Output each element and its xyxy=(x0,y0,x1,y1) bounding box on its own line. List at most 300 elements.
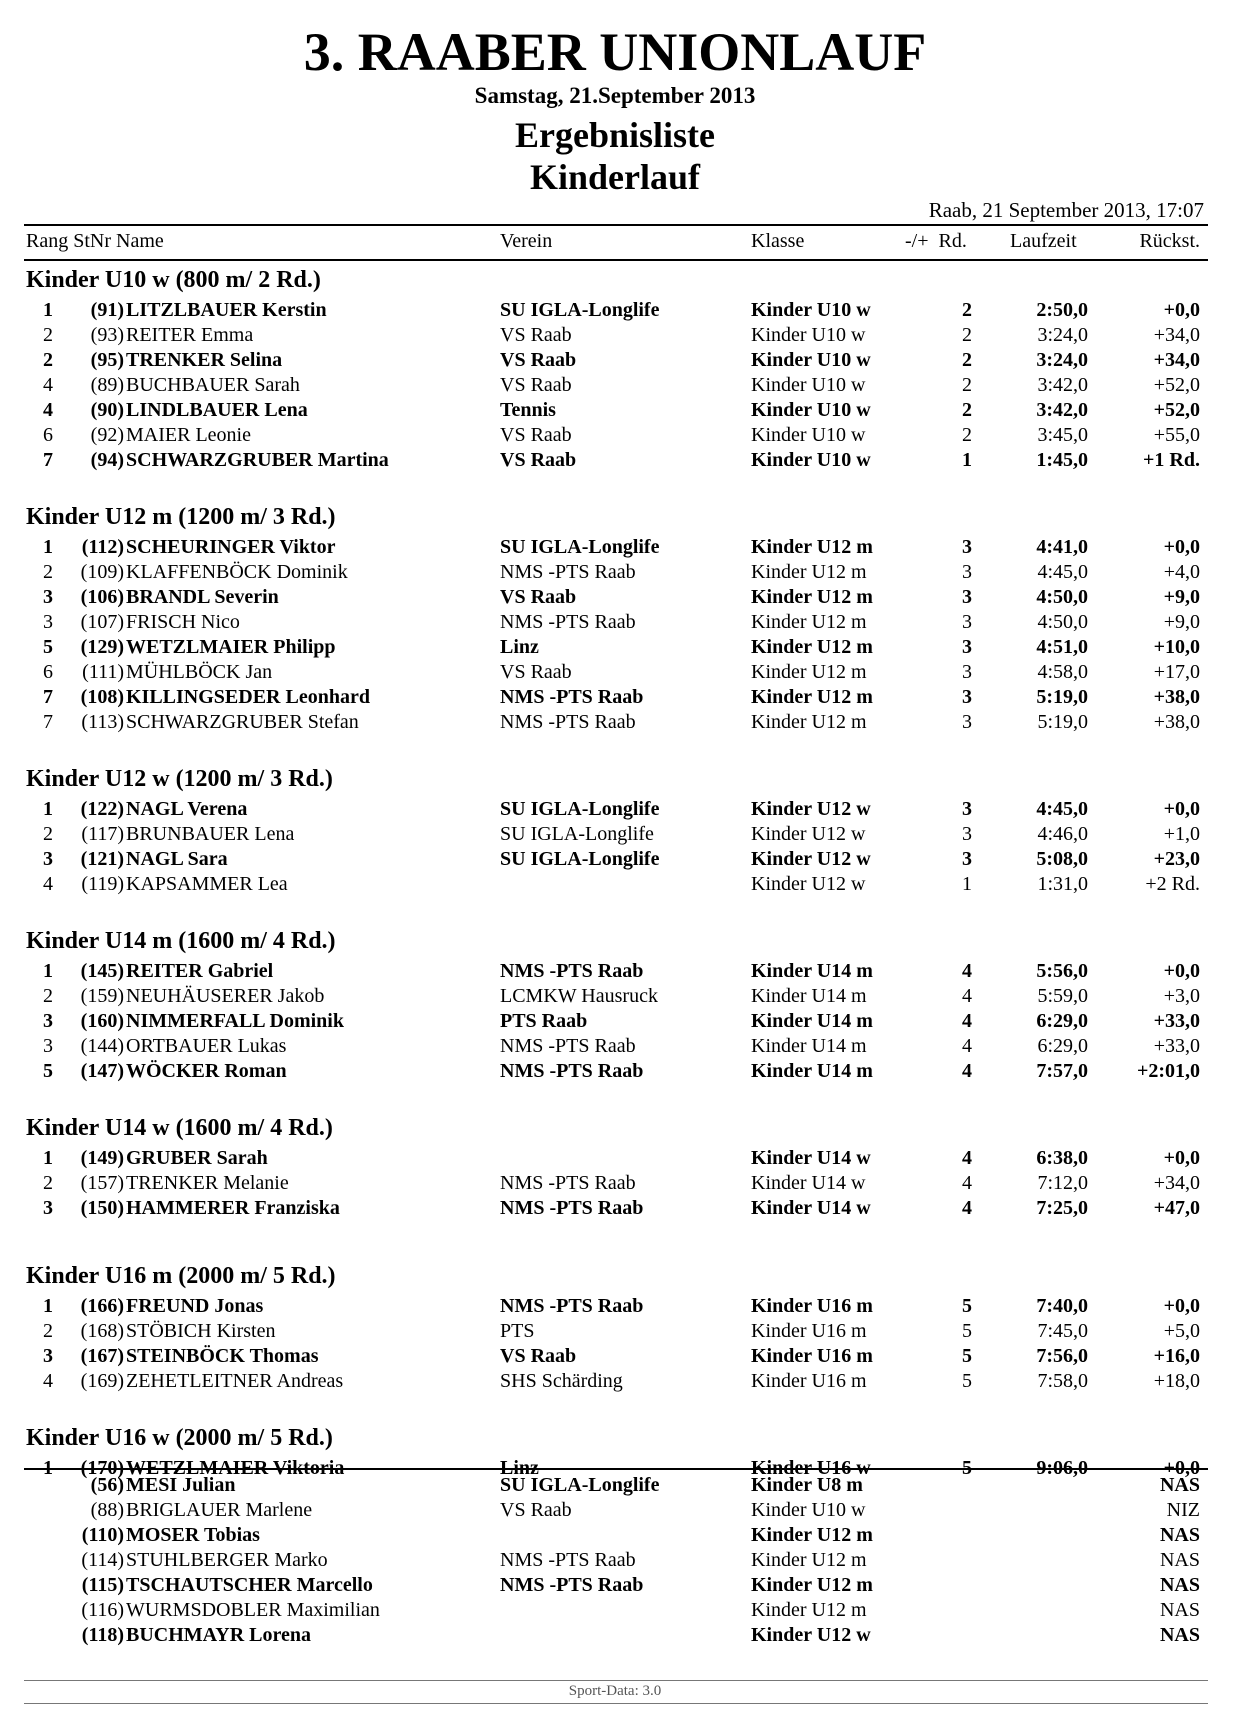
section-title: Kinder U12 m (1200 m/ 3 Rd.) xyxy=(26,504,336,530)
laps: 3 xyxy=(962,561,972,583)
gap: +38,0 xyxy=(1153,711,1200,733)
start-number: (111) xyxy=(82,661,124,683)
event-date: Samstag, 21.September 2013 xyxy=(474,83,756,108)
gap: +0,0 xyxy=(1163,798,1200,820)
gap: +4,0 xyxy=(1163,561,1200,583)
rank: 2 xyxy=(43,324,53,346)
rank: 3 xyxy=(43,1035,53,1057)
runner-name: SCHWARZGRUBER Martina xyxy=(126,449,389,471)
run-time: 4:50,0 xyxy=(1036,586,1088,608)
gap: +34,0 xyxy=(1153,349,1200,371)
result-row xyxy=(0,423,1240,448)
club: NMS -PTS Raab xyxy=(500,1295,644,1317)
rank: 7 xyxy=(43,711,53,733)
result-row xyxy=(0,448,1240,473)
run-time: 3:42,0 xyxy=(1037,374,1088,396)
club: SU IGLA-Longlife xyxy=(500,299,660,321)
laps: 4 xyxy=(962,985,972,1007)
club: NMS -PTS Raab xyxy=(500,1574,644,1596)
col-rang-stnr-name: Rang StNr Name xyxy=(26,230,164,252)
start-number: (56) xyxy=(90,1474,124,1496)
start-number: (149) xyxy=(80,1147,124,1169)
result-row xyxy=(0,535,1240,560)
result-row xyxy=(0,1319,1240,1344)
start-number: (157) xyxy=(80,1172,124,1194)
run-time: 7:40,0 xyxy=(1036,1295,1088,1317)
class: Kinder U14 m xyxy=(751,1010,873,1032)
rank: 2 xyxy=(43,1320,53,1342)
laps: 5 xyxy=(962,1345,972,1367)
start-number: (170) xyxy=(80,1457,124,1479)
laps: 3 xyxy=(962,686,972,708)
run-time: 1:31,0 xyxy=(1037,873,1088,895)
laps: 4 xyxy=(962,1060,972,1082)
result-row xyxy=(0,1623,1240,1648)
start-number: (160) xyxy=(80,1010,124,1032)
runner-name: STUHLBERGER Marko xyxy=(126,1549,328,1571)
run-time: 4:41,0 xyxy=(1036,536,1088,558)
laps: 3 xyxy=(962,848,972,870)
section-title: Kinder U10 w (800 m/ 2 Rd.) xyxy=(26,267,321,293)
run-time: 4:45,0 xyxy=(1037,561,1088,583)
class: Kinder U16 m xyxy=(751,1295,873,1317)
rank: 4 xyxy=(43,399,53,421)
class: Kinder U12 w xyxy=(751,798,871,820)
runner-name: ORTBAUER Lukas xyxy=(126,1035,287,1057)
runner-name: KAPSAMMER Lea xyxy=(126,873,288,895)
class: Kinder U14 w xyxy=(751,1197,871,1219)
result-row xyxy=(0,1344,1240,1369)
start-number: (106) xyxy=(80,586,124,608)
gap: NAS xyxy=(1159,1524,1200,1546)
runner-name: ZEHETLEITNER Andreas xyxy=(126,1370,344,1392)
runner-name: HAMMERER Franziska xyxy=(126,1197,340,1219)
runner-name: KILLINGSEDER Leonhard xyxy=(126,686,370,708)
gap: +3,0 xyxy=(1163,985,1200,1007)
run-time: 7:25,0 xyxy=(1036,1197,1088,1219)
class: Kinder U12 m xyxy=(751,561,867,583)
laps: 1 xyxy=(962,449,972,471)
rank: 6 xyxy=(43,424,53,446)
section-title: Kinder U12 w (1200 m/ 3 Rd.) xyxy=(26,766,333,792)
laps: 4 xyxy=(962,1197,972,1219)
rank: 4 xyxy=(43,873,53,895)
club: NMS -PTS Raab xyxy=(500,1035,636,1057)
club: SU IGLA-Longlife xyxy=(500,536,660,558)
start-number: (118) xyxy=(81,1624,124,1646)
result-row xyxy=(0,323,1240,348)
class: Kinder U12 m xyxy=(751,611,867,633)
run-time: 3:42,0 xyxy=(1036,399,1088,421)
col-laufzeit: Laufzeit xyxy=(1010,230,1077,252)
start-number: (114) xyxy=(81,1549,124,1571)
non-starters-rule xyxy=(24,1468,1208,1470)
class: Kinder U12 w xyxy=(751,823,866,845)
runner-name: LITZLBAUER Kerstin xyxy=(126,299,327,321)
start-number: (169) xyxy=(80,1370,124,1392)
run-time: 4:45,0 xyxy=(1036,798,1088,820)
run-time: 7:58,0 xyxy=(1037,1370,1088,1392)
class: Kinder U8 m xyxy=(751,1474,863,1496)
footer-text: Sport-Data: 3.0 xyxy=(568,1683,662,1699)
club: VS Raab xyxy=(500,1345,577,1367)
result-row xyxy=(0,1498,1240,1523)
gap: NAS xyxy=(1159,1549,1200,1571)
runner-name: MOSER Tobias xyxy=(126,1524,260,1546)
col-klasse: Klasse xyxy=(751,230,805,252)
class: Kinder U16 m xyxy=(751,1320,867,1342)
run-time: 7:57,0 xyxy=(1036,1060,1088,1082)
runner-name: BUCHBAUER Sarah xyxy=(126,374,300,396)
gap: +52,0 xyxy=(1153,399,1200,421)
club: VS Raab xyxy=(500,424,572,446)
laps: 5 xyxy=(962,1320,972,1342)
laps: 4 xyxy=(962,1147,972,1169)
run-time: 4:58,0 xyxy=(1037,661,1088,683)
print-timestamp: Raab, 21 September 2013, 17:07 xyxy=(928,198,1204,222)
start-number: (93) xyxy=(90,324,124,346)
gap: +33,0 xyxy=(1153,1035,1200,1057)
run-time: 5:19,0 xyxy=(1036,686,1088,708)
rank: 1 xyxy=(43,299,53,321)
laps: 3 xyxy=(962,711,972,733)
result-row xyxy=(0,1294,1240,1319)
run-time: 6:29,0 xyxy=(1036,1010,1088,1032)
runner-name: WÖCKER Roman xyxy=(126,1060,287,1082)
rank: 1 xyxy=(43,1295,53,1317)
runner-name: GRUBER Sarah xyxy=(126,1147,268,1169)
gap: +17,0 xyxy=(1153,661,1200,683)
gap: NIZ xyxy=(1166,1499,1200,1521)
laps: 5 xyxy=(962,1370,972,1392)
laps: 2 xyxy=(962,374,972,396)
result-row xyxy=(0,660,1240,685)
run-time: 6:29,0 xyxy=(1037,1035,1088,1057)
laps: 3 xyxy=(962,798,972,820)
header-bottom-rule xyxy=(24,259,1208,261)
gap: +0,0 xyxy=(1163,960,1200,982)
gap: +16,0 xyxy=(1153,1345,1200,1367)
class: Kinder U12 m xyxy=(751,1549,867,1571)
run-time: 5:08,0 xyxy=(1036,848,1088,870)
gap: +52,0 xyxy=(1153,374,1200,396)
club: VS Raab xyxy=(500,324,572,346)
club: Linz xyxy=(500,1457,539,1479)
rank: 3 xyxy=(43,586,53,608)
class: Kinder U10 w xyxy=(751,374,866,396)
laps: 2 xyxy=(962,324,972,346)
class: Kinder U12 w xyxy=(751,848,871,870)
col-rueckstand: Rückst. xyxy=(1139,230,1200,252)
rank: 6 xyxy=(43,661,53,683)
runner-name: KLAFFENBÖCK Dominik xyxy=(126,561,348,583)
run-time: 3:45,0 xyxy=(1037,424,1088,446)
start-number: (166) xyxy=(80,1295,124,1317)
result-row xyxy=(0,1034,1240,1059)
class: Kinder U14 m xyxy=(751,960,873,982)
page-title: 3. RAABER UNIONLAUF xyxy=(303,22,927,82)
club: Linz xyxy=(500,636,539,658)
class: Kinder U12 m xyxy=(751,1574,873,1596)
class: Kinder U14 w xyxy=(751,1172,866,1194)
club: NMS -PTS Raab xyxy=(500,960,644,982)
class: Kinder U14 m xyxy=(751,985,867,1007)
gap: +0,0 xyxy=(1163,1147,1200,1169)
rank: 4 xyxy=(43,374,53,396)
result-row xyxy=(0,348,1240,373)
club: NMS -PTS Raab xyxy=(500,561,636,583)
laps: 3 xyxy=(962,636,972,658)
class: Kinder U10 w xyxy=(751,399,871,421)
section-title: Kinder U14 w (1600 m/ 4 Rd.) xyxy=(26,1115,333,1141)
start-number: (129) xyxy=(80,636,124,658)
runner-name: BRIGLAUER Marlene xyxy=(126,1499,313,1521)
class: Kinder U12 w xyxy=(751,873,866,895)
runner-name: NEUHÄUSERER Jakob xyxy=(126,985,325,1007)
gap: NAS xyxy=(1159,1624,1200,1646)
club: SHS Schärding xyxy=(500,1370,623,1392)
club: LCMKW Hausruck xyxy=(500,985,658,1007)
laps: 5 xyxy=(962,1457,972,1479)
rank: 7 xyxy=(43,686,53,708)
rank: 2 xyxy=(43,349,53,371)
result-row xyxy=(0,1573,1240,1598)
laps: 4 xyxy=(962,1172,972,1194)
result-row xyxy=(0,1523,1240,1548)
gap: +34,0 xyxy=(1153,1172,1200,1194)
footer-bottom-rule xyxy=(24,1703,1208,1704)
runner-name: NAGL Verena xyxy=(126,798,248,820)
section-title: Kinder U16 w (2000 m/ 5 Rd.) xyxy=(26,1425,333,1451)
class: Kinder U14 w xyxy=(751,1147,871,1169)
gap: NAS xyxy=(1159,1574,1200,1596)
class: Kinder U16 m xyxy=(751,1345,873,1367)
class: Kinder U12 m xyxy=(751,636,873,658)
class: Kinder U12 m xyxy=(751,1599,867,1621)
club: NMS -PTS Raab xyxy=(500,686,644,708)
start-number: (147) xyxy=(80,1060,124,1082)
club: NMS -PTS Raab xyxy=(500,1172,636,1194)
rank: 3 xyxy=(43,848,53,870)
rank: 1 xyxy=(43,1147,53,1169)
class: Kinder U12 m xyxy=(751,1524,873,1546)
club: SU IGLA-Longlife xyxy=(500,823,654,845)
col-rd: -/+ Rd. xyxy=(905,230,967,252)
club: SU IGLA-Longlife xyxy=(500,848,660,870)
runner-name: LINDLBAUER Lena xyxy=(126,399,308,421)
run-time: 3:24,0 xyxy=(1036,349,1088,371)
run-time: 9:06,0 xyxy=(1036,1457,1088,1479)
result-row xyxy=(0,1171,1240,1196)
list-title: Ergebnisliste xyxy=(514,115,715,155)
run-time: 3:24,0 xyxy=(1037,324,1088,346)
club: VS Raab xyxy=(500,1499,572,1521)
runner-name: REITER Gabriel xyxy=(126,960,274,982)
club: NMS -PTS Raab xyxy=(500,711,636,733)
start-number: (108) xyxy=(80,686,124,708)
club: VS Raab xyxy=(500,374,572,396)
column-header-row xyxy=(0,229,1240,255)
start-number: (90) xyxy=(90,399,124,421)
run-time: 4:50,0 xyxy=(1037,611,1088,633)
start-number: (92) xyxy=(90,424,124,446)
laps: 4 xyxy=(962,960,972,982)
class: Kinder U12 m xyxy=(751,586,873,608)
runner-name: BRUNBAUER Lena xyxy=(126,823,295,845)
start-number: (167) xyxy=(80,1345,124,1367)
class: Kinder U10 w xyxy=(751,449,871,471)
gap: +2 Rd. xyxy=(1145,873,1200,895)
start-number: (110) xyxy=(81,1524,124,1546)
club: VS Raab xyxy=(500,449,577,471)
class: Kinder U10 w xyxy=(751,424,866,446)
club: NMS -PTS Raab xyxy=(500,1549,636,1571)
gap: NAS xyxy=(1159,1599,1200,1621)
race-category-title: Kinderlauf xyxy=(529,157,700,197)
laps: 2 xyxy=(962,349,972,371)
club: VS Raab xyxy=(500,349,577,371)
club: PTS xyxy=(500,1320,535,1342)
runner-name: TSCHAUTSCHER Marcello xyxy=(126,1574,373,1596)
runner-name: MESI Julian xyxy=(126,1474,236,1496)
class: Kinder U12 m xyxy=(751,686,873,708)
club: SU IGLA-Longlife xyxy=(500,1474,660,1496)
rank: 3 xyxy=(43,1010,53,1032)
laps: 3 xyxy=(962,823,972,845)
rank: 1 xyxy=(43,960,53,982)
club: Tennis xyxy=(500,399,556,421)
laps: 3 xyxy=(962,536,972,558)
result-row xyxy=(0,1598,1240,1623)
club: NMS -PTS Raab xyxy=(500,1060,644,1082)
result-row xyxy=(0,710,1240,735)
start-number: (168) xyxy=(80,1320,124,1342)
club: VS Raab xyxy=(500,661,572,683)
result-row xyxy=(0,685,1240,710)
start-number: (121) xyxy=(80,848,124,870)
runner-name: WETZLMAIER Viktoria xyxy=(126,1457,345,1479)
start-number: (115) xyxy=(81,1574,124,1596)
laps: 3 xyxy=(962,586,972,608)
laps: 3 xyxy=(962,611,972,633)
class: Kinder U12 m xyxy=(751,536,873,558)
gap: +5,0 xyxy=(1163,1320,1200,1342)
runner-name: STÖBICH Kirsten xyxy=(126,1320,276,1342)
result-row xyxy=(0,1196,1240,1221)
laps: 2 xyxy=(962,424,972,446)
start-number: (159) xyxy=(80,985,124,1007)
rank: 4 xyxy=(43,1370,53,1392)
start-number: (116) xyxy=(81,1599,124,1621)
rank: 1 xyxy=(43,798,53,820)
class: Kinder U12 m xyxy=(751,711,867,733)
start-number: (122) xyxy=(80,798,124,820)
gap: NAS xyxy=(1159,1474,1200,1496)
result-row xyxy=(0,398,1240,423)
result-row xyxy=(0,1009,1240,1034)
result-row xyxy=(0,959,1240,984)
run-time: 1:45,0 xyxy=(1036,449,1088,471)
start-number: (89) xyxy=(90,374,124,396)
laps: 2 xyxy=(962,399,972,421)
runner-name: WURMSDOBLER Maximilian xyxy=(126,1599,380,1621)
start-number: (88) xyxy=(90,1499,124,1521)
result-row xyxy=(0,1369,1240,1394)
gap: +1,0 xyxy=(1163,823,1200,845)
gap: +34,0 xyxy=(1153,324,1200,346)
class: Kinder U10 w xyxy=(751,1499,866,1521)
gap: +0,0 xyxy=(1163,1295,1200,1317)
start-number: (119) xyxy=(81,873,124,895)
start-number: (107) xyxy=(80,611,124,633)
club: NMS -PTS Raab xyxy=(500,1197,644,1219)
laps: 4 xyxy=(962,1035,972,1057)
rank: 2 xyxy=(43,561,53,583)
result-row xyxy=(0,872,1240,897)
start-number: (113) xyxy=(81,711,124,733)
start-number: (112) xyxy=(81,536,124,558)
gap: +0,0 xyxy=(1163,299,1200,321)
start-number: (94) xyxy=(90,449,124,471)
runner-name: NAGL Sara xyxy=(126,848,228,870)
rank: 3 xyxy=(43,1197,53,1219)
runner-name: SCHWARZGRUBER Stefan xyxy=(126,711,359,733)
gap: +18,0 xyxy=(1153,1370,1200,1392)
class: Kinder U10 w xyxy=(751,299,871,321)
laps: 3 xyxy=(962,661,972,683)
runner-name: MAIER Leonie xyxy=(126,424,251,446)
run-time: 4:46,0 xyxy=(1037,823,1088,845)
runner-name: STEINBÖCK Thomas xyxy=(126,1345,319,1367)
gap: +0,0 xyxy=(1163,536,1200,558)
run-time: 5:59,0 xyxy=(1037,985,1088,1007)
result-row xyxy=(0,373,1240,398)
runner-name: TRENKER Melanie xyxy=(126,1172,289,1194)
run-time: 7:45,0 xyxy=(1037,1320,1088,1342)
class: Kinder U16 w xyxy=(751,1457,871,1479)
result-row xyxy=(0,984,1240,1009)
runner-name: FRISCH Nico xyxy=(126,611,240,633)
result-row xyxy=(0,822,1240,847)
result-row xyxy=(0,797,1240,822)
run-time: 2:50,0 xyxy=(1036,299,1088,321)
col-verein: Verein xyxy=(500,230,553,252)
start-number: (145) xyxy=(80,960,124,982)
result-row xyxy=(0,298,1240,323)
gap: +23,0 xyxy=(1153,848,1200,870)
result-row xyxy=(0,1059,1240,1084)
section-title: Kinder U14 m (1600 m/ 4 Rd.) xyxy=(26,928,336,954)
start-number: (95) xyxy=(90,349,124,371)
run-time: 6:38,0 xyxy=(1036,1147,1088,1169)
gap: +38,0 xyxy=(1153,686,1200,708)
runner-name: SCHEURINGER Viktor xyxy=(126,536,336,558)
gap: +9,0 xyxy=(1163,586,1200,608)
class: Kinder U10 w xyxy=(751,324,866,346)
runner-name: WETZLMAIER Philipp xyxy=(126,636,336,658)
result-row xyxy=(0,1473,1240,1498)
gap: +1 Rd. xyxy=(1143,449,1200,471)
start-number: (109) xyxy=(80,561,124,583)
result-row xyxy=(0,560,1240,585)
laps: 5 xyxy=(962,1295,972,1317)
run-time: 7:56,0 xyxy=(1036,1345,1088,1367)
rank: 1 xyxy=(43,1457,53,1479)
runner-name: REITER Emma xyxy=(126,324,254,346)
rank: 2 xyxy=(43,1172,53,1194)
laps: 4 xyxy=(962,1010,972,1032)
run-time: 5:19,0 xyxy=(1037,711,1088,733)
